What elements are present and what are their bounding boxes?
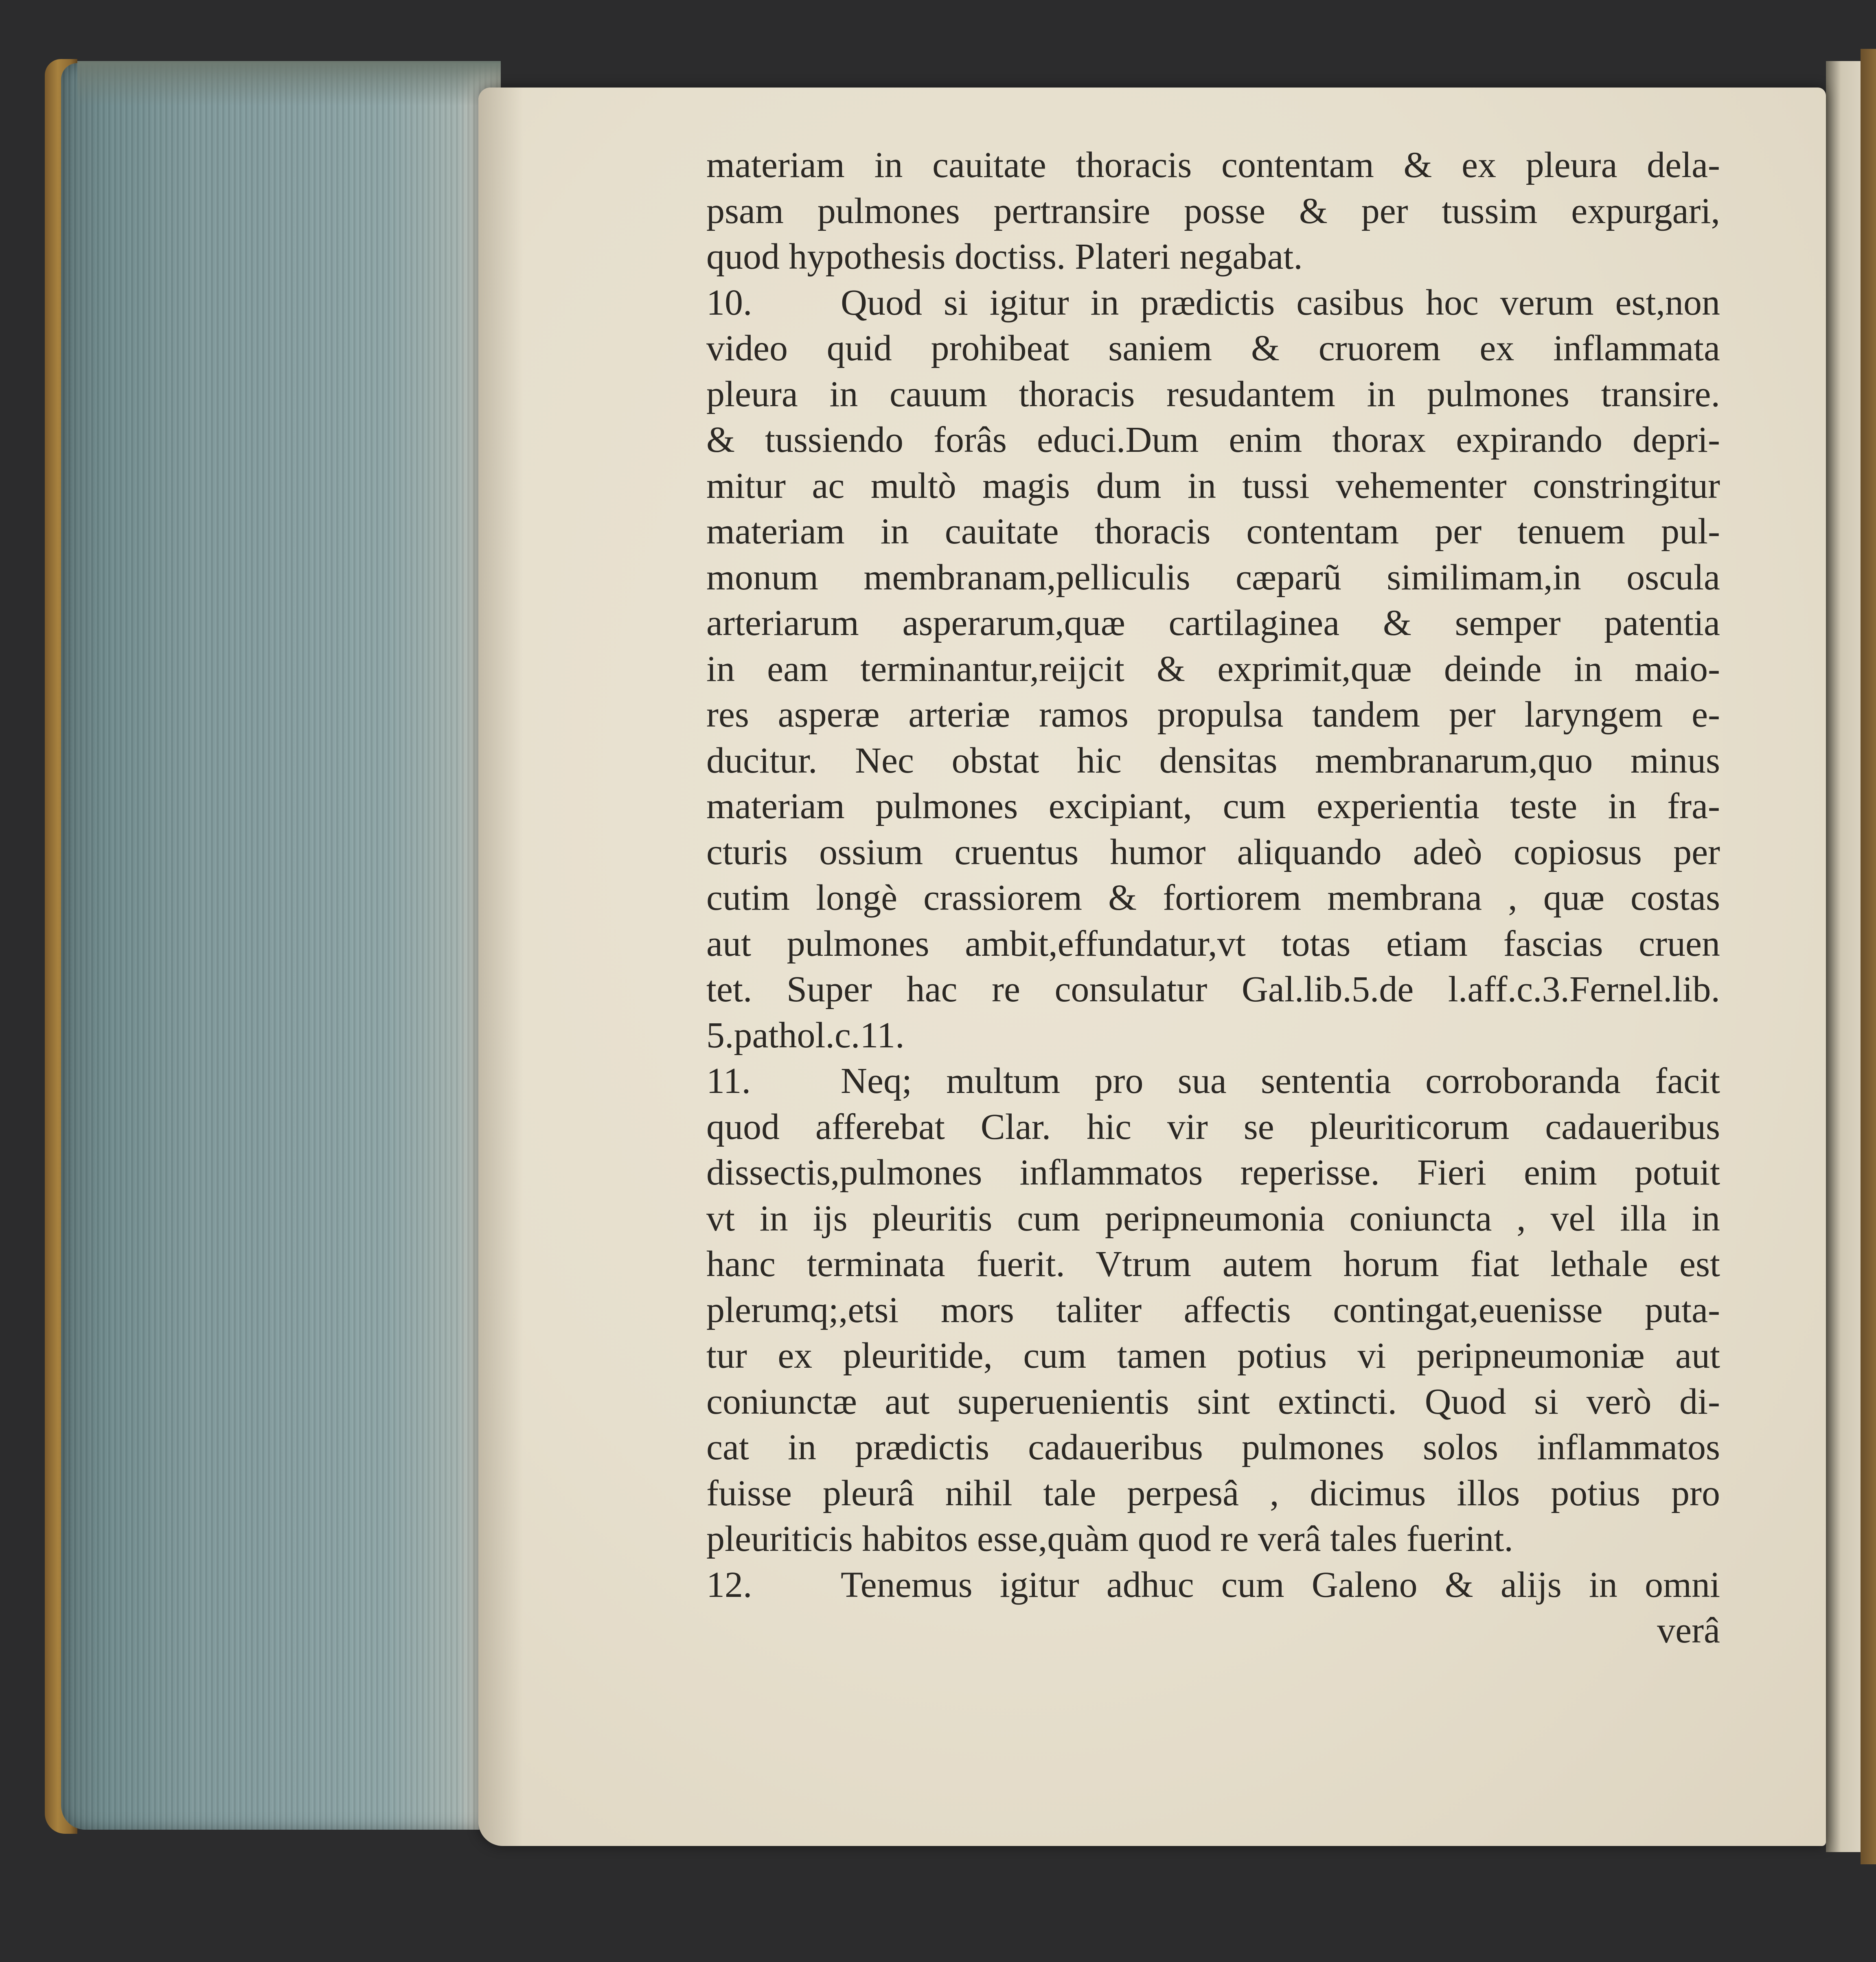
text-line: res asperæ arteriæ ramos propulsa tandem per laryngem e- — [706, 694, 1720, 735]
text-line: pleuriticis habitos esse,quàm quod re verâ tales fuerint. — [706, 1519, 1513, 1559]
text-line: vt in ijs pleuritis cum peripneumonia coniuncta , vel illa in — [706, 1198, 1720, 1239]
text-line: pleura in cauum thoracis resudantem in pulmones transire. — [706, 374, 1720, 414]
facing-cover-edge — [1861, 49, 1876, 1864]
paragraph-number: 10. — [706, 282, 752, 323]
text-line: tet. Super hac re consulatur Gal.lib.5.de l.aff.c.3.Fernel.lib. — [706, 969, 1720, 1009]
text-line: ducitur. Nec obstat hic densitas membranarum,quo minus — [706, 740, 1720, 781]
text-line: arteriarum asperarum,quæ cartilaginea & semper patentia — [706, 603, 1720, 643]
text-line: quod afferebat Clar. hic vir se pleuriticorum cadaueribus — [706, 1106, 1720, 1147]
catchword: verâ — [1657, 1610, 1720, 1651]
paragraph-12-first-line — [706, 1562, 1720, 1608]
page-text — [706, 142, 1720, 1654]
paragraph-number: 11. — [706, 1061, 751, 1101]
text-line: Quod si igitur in prædictis casibus hoc verum est,non — [841, 282, 1720, 323]
text-line: psam pulmones pertransire posse & per tussim expurgari, — [706, 191, 1720, 231]
text-line: cturis ossium cruentus humor aliquando adeò copiosus per — [706, 832, 1720, 872]
paragraph-11-first-line — [706, 1058, 1720, 1104]
text-line: mitur ac multò magis dum in tussi vehementer constringitur — [706, 465, 1720, 506]
text-line: plerumq;,etsi mors taliter affectis contingat,euenisse puta- — [706, 1290, 1720, 1330]
text-line: 5.pathol.c.11. — [706, 1015, 905, 1055]
text-line: Tenemus igitur adhuc cum Galeno & alijs in omni — [841, 1564, 1720, 1605]
text-line: materiam pulmones excipiant, cum experientia teste in fra- — [706, 786, 1720, 826]
text-line: materiam in cauitate thoracis contentam & ex pleura dela- — [706, 145, 1720, 185]
text-line: fuisse pleurâ nihil tale perpesâ , dicimus illos potius pro — [706, 1473, 1720, 1513]
page-block-edge — [61, 63, 501, 1830]
text-line: Neq; multum pro sua sententia corroboranda facit — [841, 1061, 1720, 1101]
text-line: monum membranam,pelliculis cæparũ similimam,in oscula — [706, 557, 1720, 598]
text-line: hanc terminata fuerit. Vtrum autem horum fiat lethale est — [706, 1244, 1720, 1284]
text-line: dissectis,pulmones inflammatos reperisse. Fieri enim potuit — [706, 1152, 1720, 1193]
page-block-top-shade — [77, 61, 501, 106]
paragraph-number: 12. — [706, 1564, 752, 1605]
text-line: & tussiendo forâs educi.Dum enim thorax expirando depri- — [706, 420, 1720, 460]
text-line: tur ex pleuritide, cum tamen potius vi peripneumoniæ aut — [706, 1336, 1720, 1376]
text-line: quod hypothesis doctiss. Plateri negabat. — [706, 236, 1303, 277]
text-line: coniunctæ aut superuenientis sint extincti. Quod si verò di- — [706, 1381, 1720, 1422]
text-line: aut pulmones ambit,effundatur,vt totas etiam fascias cruen — [706, 923, 1720, 964]
text-line: cat in prædictis cadaueribus pulmones solos inflammatos — [706, 1427, 1720, 1467]
text-line: materiam in cauitate thoracis contentam per tenuem pul- — [706, 511, 1720, 552]
text-line: in eam terminantur,reijcit & exprimit,quæ deinde in maio- — [706, 648, 1720, 689]
paragraph-10-first-line — [706, 280, 1720, 326]
text-line: cutim longè crassiorem & fortiorem membrana , quæ costas — [706, 878, 1720, 918]
text-line: video quid prohibeat saniem & cruorem ex inflammata — [706, 328, 1720, 368]
page-gutter-shade — [478, 88, 523, 1846]
